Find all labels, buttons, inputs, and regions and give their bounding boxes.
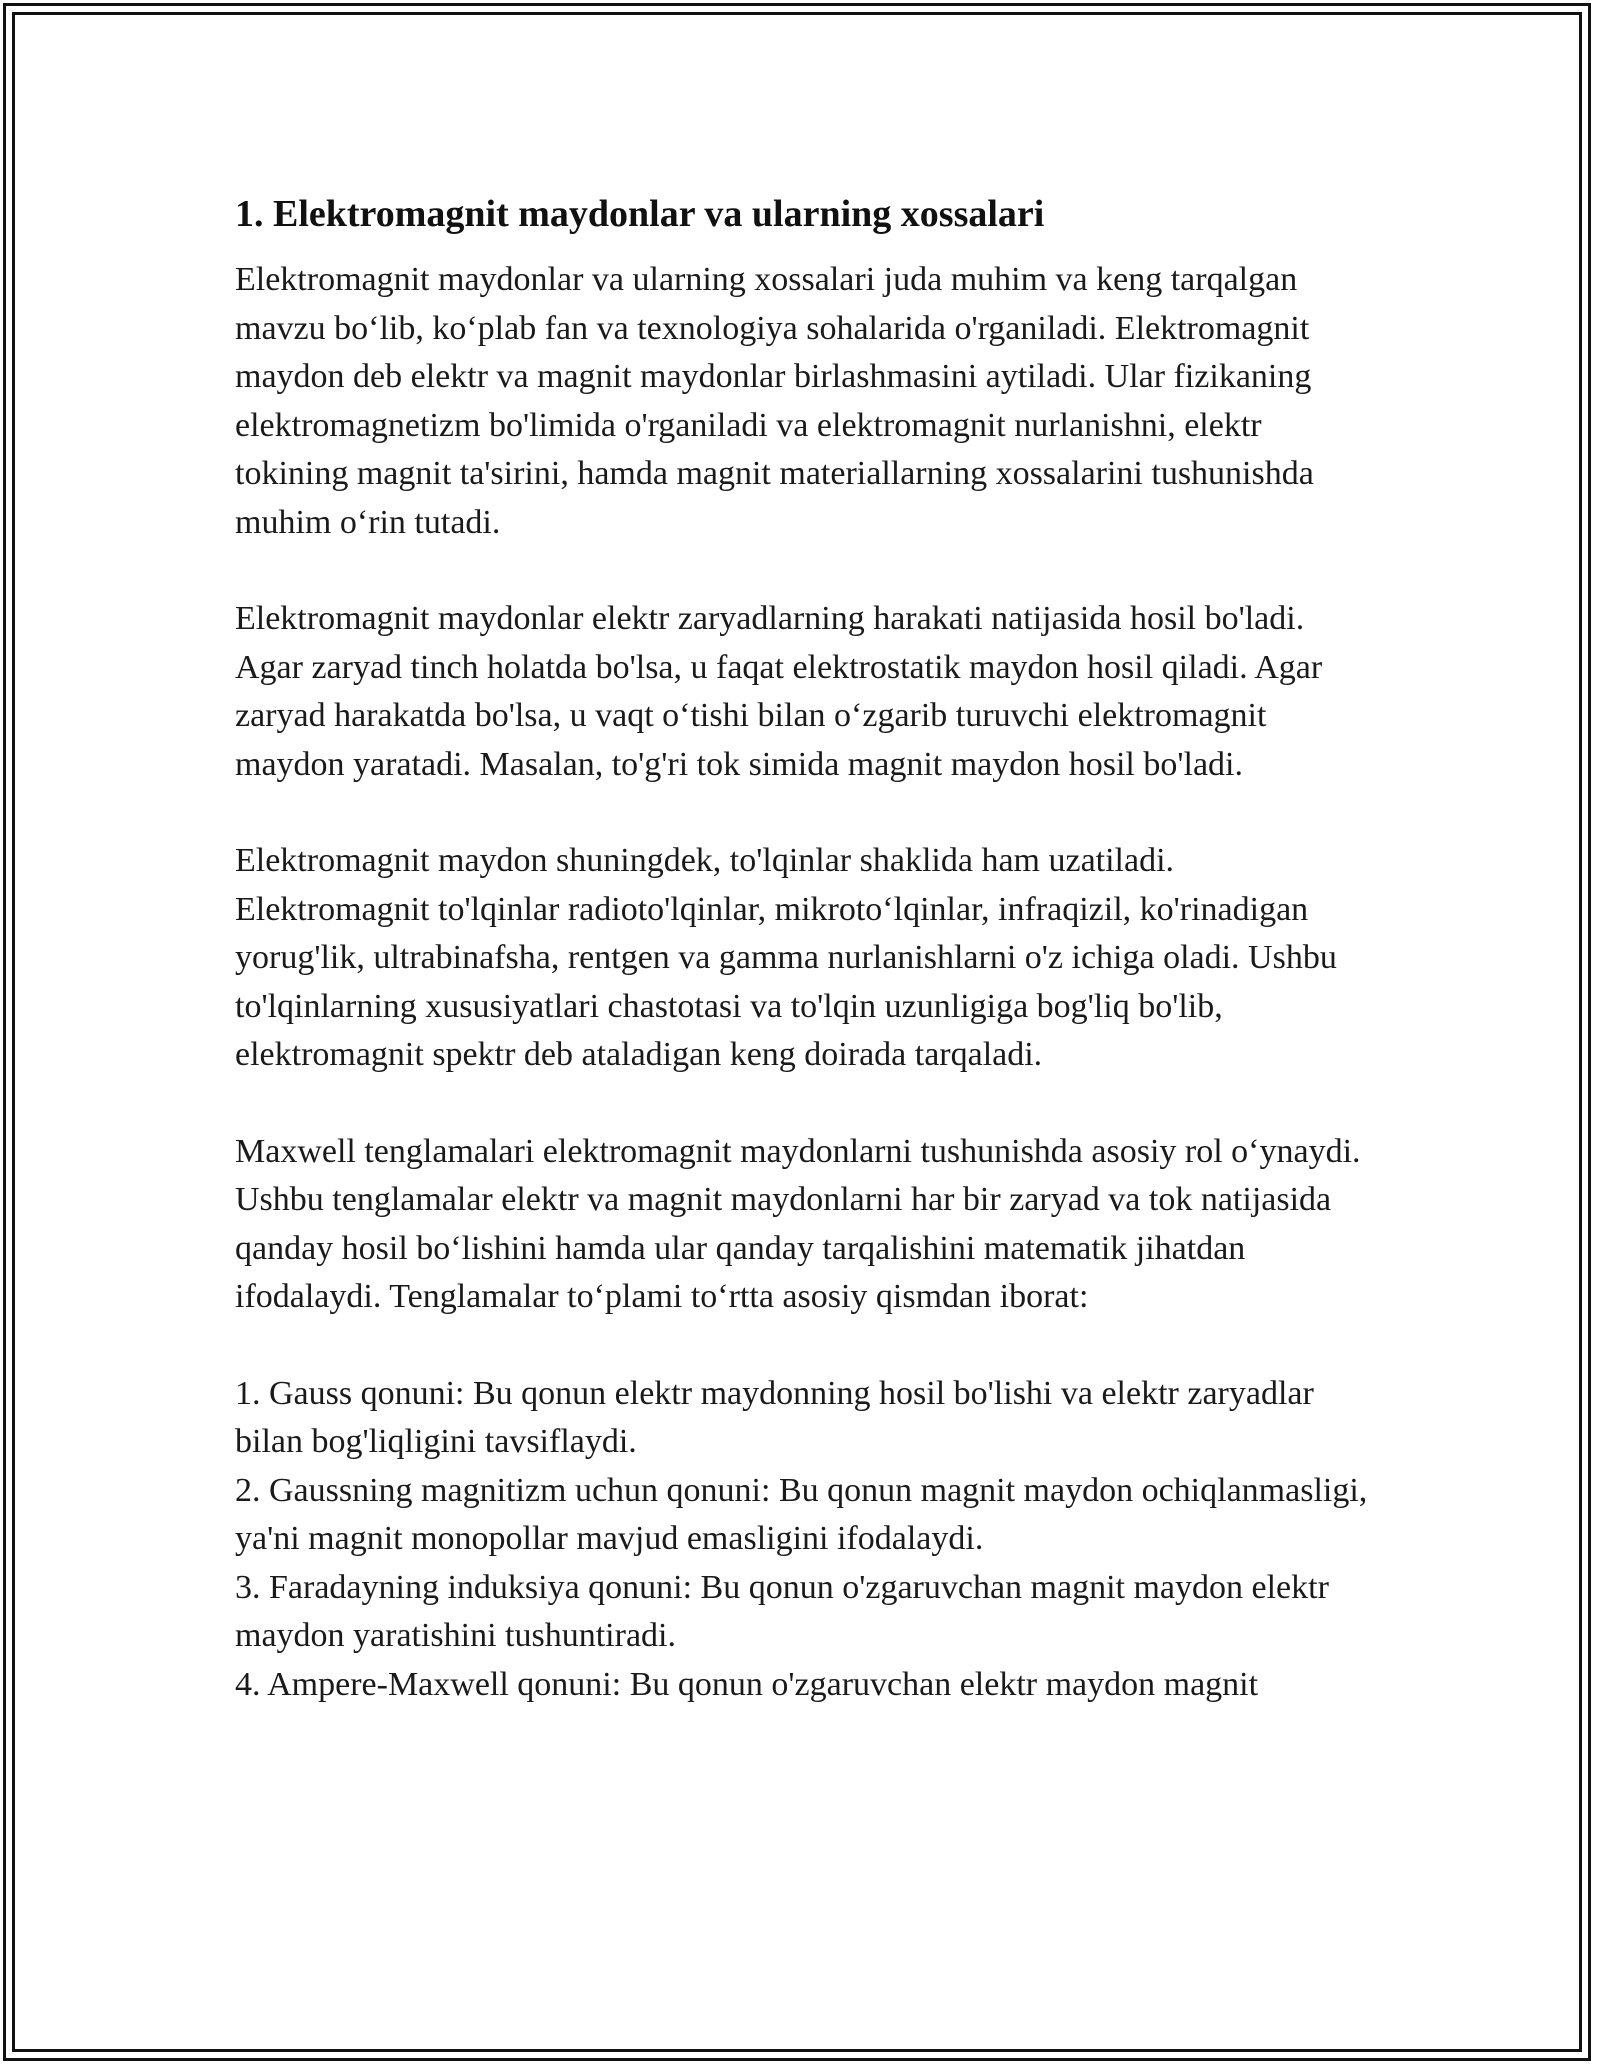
paragraph-maxwell: Maxwell tenglamalari elektromagnit maydonlarni tushunishda asosiy rol o‘ynaydi. Ushbu tenglamalar elektr va magnit maydonlarni har bir zaryad va tok natijasida qanday hosil bo‘lishini hamda ular qanday tarqalishini matematik jihatdan ifodalaydi. Tenglamalar to‘plami to‘rtta asosiy qismdan iborat: — [235, 1132, 1361, 1315]
paragraph-waves: Elektromagnit maydon shuningdek, to'lqinlar shaklida ham uzatiladi. Elektromagnit to'lqinlar radioto'lqinlar, mikroto‘lqinlar, infraqizil, ko'rinadigan yorug'lik, ultrabinafsha, rentgen va gamma nurlanishlarni o'z ichiga oladi. Ushbu to'lqinlarning xususiyatlari chastotasi va to'lqin uzunligiga bog'liq bo'lib, elektromagnit spektr deb ataladigan keng doirada tarqaladi. — [235, 842, 1337, 1073]
list-item-gauss-law: 1. Gauss qonuni: Bu qonun elektr maydonning hosil bo'lishi va elektr zaryadlar bilan bog'liqligini tavsiflaydi. — [235, 1374, 1314, 1460]
list-item-gauss-magnetism-law: 2. Gaussning magnitizm uchun qonuni: Bu qonun magnit maydon ochiqlanmasligi, ya'ni magnit monopollar mavjud emasligini ifodalaydi. — [235, 1471, 1368, 1557]
list-item-faraday-law: 3. Faradayning induksiya qonuni: Bu qonun o'zgaruvchan magnit maydon elektr maydon yaratishini tushuntiradi. — [235, 1568, 1329, 1654]
document-body — [235, 186, 1375, 1709]
maxwell-laws-list — [235, 1370, 1375, 1710]
list-item-ampere-maxwell-law: 4. Ampere-Maxwell qonuni: Bu qonun o'zgaruvchan elektr maydon magnit — [235, 1665, 1259, 1703]
paragraph-field-origin: Elektromagnit maydonlar elektr zaryadlarning harakati natijasida hosil bo'ladi. Agar zaryad tinch holatda bo'lsa, u faqat elektrostatik maydon hosil qiladi. Agar zaryad harakatda bo'lsa, u vaqt o‘tishi bilan o‘zgarib turuvchi elektromagnit maydon yaratadi. Masalan, to'g'ri tok simida magnit maydon hosil bo'ladi. — [235, 600, 1323, 783]
paragraph-intro: Elektromagnit maydonlar va ularning xossalari juda muhim va keng tarqalgan mavzu bo‘lib, ko‘plab fan va texnologiya sohalarida o'rganiladi. Elektromagnit maydon deb elektr va magnit maydonlar birlashmasini aytiladi. Ular fizikaning elektromagnetizm bo'limida o'rganiladi va elektromagnit nurlanishni, elektr tokining magnit ta'sirini, hamda magnit materiallarning xossalarini tushunishda muhim o‘rin tutadi. — [235, 261, 1314, 541]
section-heading: 1. Elektromagnit maydonlar va ularning xossalari — [235, 193, 1045, 235]
